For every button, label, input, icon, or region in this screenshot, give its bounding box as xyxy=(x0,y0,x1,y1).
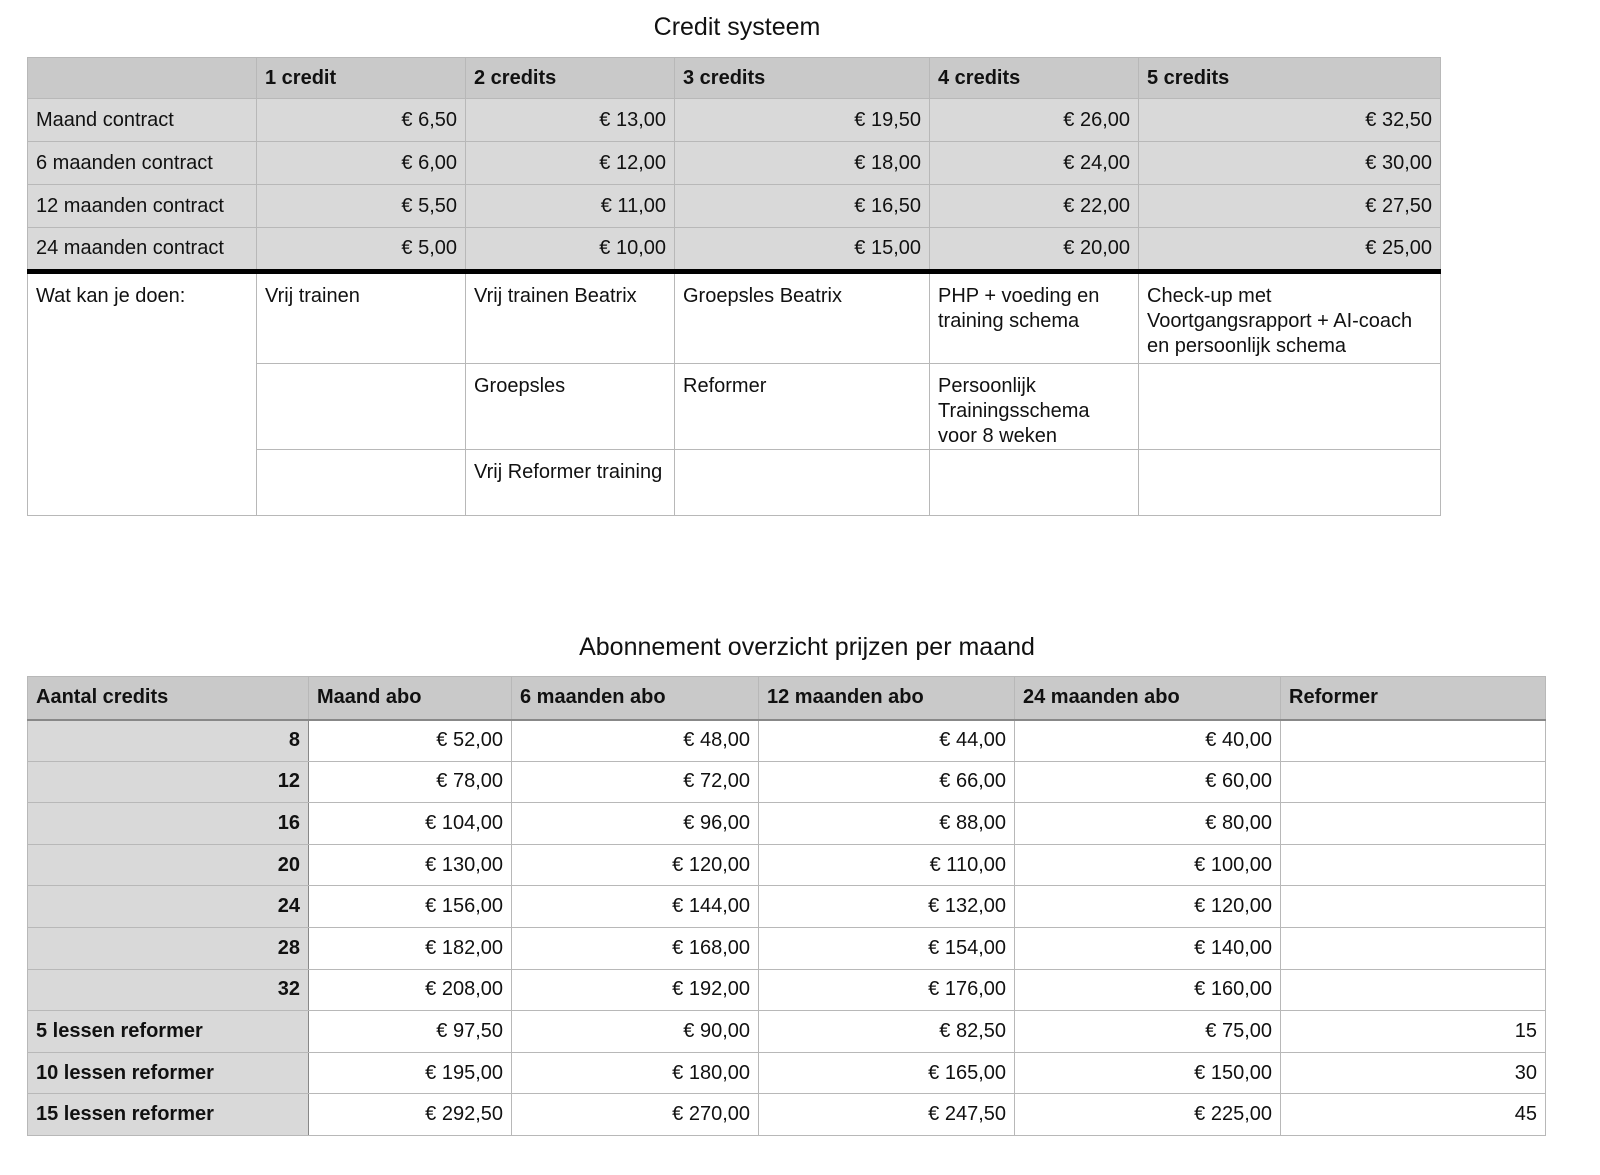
price-cell: € 52,00 xyxy=(309,720,512,762)
subscription-header-cell: 12 maanden abo xyxy=(759,677,1015,720)
price-cell: € 110,00 xyxy=(759,844,1015,886)
subscription-table xyxy=(27,676,1546,1136)
reformer-cell xyxy=(1281,886,1546,928)
reformer-cell xyxy=(1281,720,1546,762)
price-cell: € 176,00 xyxy=(759,969,1015,1011)
price-cell: € 6,50 xyxy=(257,99,466,142)
credits-label: 12 xyxy=(28,761,309,803)
price-cell: € 18,00 xyxy=(675,142,930,185)
price-cell: € 96,00 xyxy=(512,803,759,845)
price-cell: € 97,50 xyxy=(309,1011,512,1053)
subscription-header-cell: Maand abo xyxy=(309,677,512,720)
activity-cell: PHP + voeding en training schema xyxy=(930,272,1139,364)
subscription-header-cell: Reformer xyxy=(1281,677,1546,720)
price-cell: € 270,00 xyxy=(512,1094,759,1136)
price-cell: € 140,00 xyxy=(1015,927,1281,969)
price-cell: € 15,00 xyxy=(675,228,930,272)
price-cell: € 156,00 xyxy=(309,886,512,928)
activity-cell xyxy=(930,450,1139,516)
subscription-row xyxy=(28,1011,1546,1053)
price-cell: € 13,00 xyxy=(466,99,675,142)
activity-cell: Reformer xyxy=(675,364,930,450)
subscription-header-row xyxy=(28,677,1546,720)
price-cell: € 104,00 xyxy=(309,803,512,845)
price-cell: € 44,00 xyxy=(759,720,1015,762)
credits-label: 28 xyxy=(28,927,309,969)
credit-header-cell: 5 credits xyxy=(1139,58,1441,99)
price-cell: € 24,00 xyxy=(930,142,1139,185)
activity-cell: Persoonlijk Trainingsschema voor 8 weken xyxy=(930,364,1139,450)
price-cell: € 75,00 xyxy=(1015,1011,1281,1053)
activity-cell: Vrij trainen xyxy=(257,272,466,364)
price-cell: € 12,00 xyxy=(466,142,675,185)
reformer-cell xyxy=(1281,803,1546,845)
activity-cell xyxy=(257,364,466,450)
subscription-row xyxy=(28,1094,1546,1136)
price-cell: € 150,00 xyxy=(1015,1052,1281,1094)
price-cell: € 16,50 xyxy=(675,185,930,228)
subscription-row xyxy=(28,844,1546,886)
activity-cell: Check-up met Voortgangsrapport + AI-coach en persoonlijk schema xyxy=(1139,272,1441,364)
subscription-table-title: Abonnement overzicht prijzen per maand xyxy=(579,633,1035,661)
price-cell: € 26,00 xyxy=(930,99,1139,142)
credit-table-title: Credit systeem xyxy=(653,13,821,41)
reformer-cell: 45 xyxy=(1281,1094,1546,1136)
credit-table-row xyxy=(28,99,1441,142)
price-cell: € 10,00 xyxy=(466,228,675,272)
activity-cell: Vrij Reformer training xyxy=(466,450,675,516)
credit-table-header-row xyxy=(28,58,1441,99)
subscription-row xyxy=(28,927,1546,969)
price-cell: € 90,00 xyxy=(512,1011,759,1053)
reformer-cell xyxy=(1281,927,1546,969)
activity-cell xyxy=(1139,364,1441,450)
credit-header-cell xyxy=(28,58,257,99)
activity-cell: Vrij trainen Beatrix xyxy=(466,272,675,364)
subscription-row xyxy=(28,803,1546,845)
reformer-cell xyxy=(1281,761,1546,803)
price-cell: € 165,00 xyxy=(759,1052,1015,1094)
subscription-row xyxy=(28,720,1546,762)
price-cell: € 120,00 xyxy=(1015,886,1281,928)
price-cell: € 132,00 xyxy=(759,886,1015,928)
price-cell: € 225,00 xyxy=(1015,1094,1281,1136)
reformer-cell: 30 xyxy=(1281,1052,1546,1094)
credit-header-cell: 4 credits xyxy=(930,58,1139,99)
reformer-cell xyxy=(1281,844,1546,886)
credits-label: 32 xyxy=(28,969,309,1011)
price-cell: € 66,00 xyxy=(759,761,1015,803)
price-cell: € 120,00 xyxy=(512,844,759,886)
price-cell: € 144,00 xyxy=(512,886,759,928)
price-cell: € 180,00 xyxy=(512,1052,759,1094)
subscription-row xyxy=(28,1052,1546,1094)
price-cell: € 168,00 xyxy=(512,927,759,969)
subscription-row xyxy=(28,969,1546,1011)
activities-label: Wat kan je doen: xyxy=(28,272,257,516)
contract-label: 24 maanden contract xyxy=(28,228,257,272)
price-cell: € 195,00 xyxy=(309,1052,512,1094)
price-cell: € 292,50 xyxy=(309,1094,512,1136)
subscription-row xyxy=(28,761,1546,803)
price-cell: € 27,50 xyxy=(1139,185,1441,228)
credit-table xyxy=(27,57,1441,516)
subscription-row xyxy=(28,886,1546,928)
contract-label: 6 maanden contract xyxy=(28,142,257,185)
price-cell: € 20,00 xyxy=(930,228,1139,272)
price-cell: € 60,00 xyxy=(1015,761,1281,803)
price-cell: € 160,00 xyxy=(1015,969,1281,1011)
credits-label: 16 xyxy=(28,803,309,845)
reformer-lessons-label: 15 lessen reformer xyxy=(28,1094,309,1136)
price-cell: € 48,00 xyxy=(512,720,759,762)
price-cell: € 40,00 xyxy=(1015,720,1281,762)
credit-table-row xyxy=(28,185,1441,228)
price-cell: € 208,00 xyxy=(309,969,512,1011)
price-cell: € 19,50 xyxy=(675,99,930,142)
credit-header-cell: 2 credits xyxy=(466,58,675,99)
price-cell: € 82,50 xyxy=(759,1011,1015,1053)
credit-table-row xyxy=(28,228,1441,272)
activity-cell xyxy=(675,450,930,516)
price-cell: € 5,50 xyxy=(257,185,466,228)
credits-label: 20 xyxy=(28,844,309,886)
price-cell: € 154,00 xyxy=(759,927,1015,969)
contract-label: Maand contract xyxy=(28,99,257,142)
price-cell: € 25,00 xyxy=(1139,228,1441,272)
price-cell: € 5,00 xyxy=(257,228,466,272)
activity-cell: Groepsles xyxy=(466,364,675,450)
reformer-cell: 15 xyxy=(1281,1011,1546,1053)
activities-row xyxy=(28,272,1441,364)
price-cell: € 6,00 xyxy=(257,142,466,185)
subscription-header-cell: Aantal credits xyxy=(28,677,309,720)
price-cell: € 78,00 xyxy=(309,761,512,803)
price-cell: € 100,00 xyxy=(1015,844,1281,886)
price-cell: € 32,50 xyxy=(1139,99,1441,142)
reformer-lessons-label: 5 lessen reformer xyxy=(28,1011,309,1053)
price-cell: € 182,00 xyxy=(309,927,512,969)
price-cell: € 192,00 xyxy=(512,969,759,1011)
subscription-header-cell: 24 maanden abo xyxy=(1015,677,1281,720)
credits-label: 8 xyxy=(28,720,309,762)
reformer-cell xyxy=(1281,969,1546,1011)
reformer-lessons-label: 10 lessen reformer xyxy=(28,1052,309,1094)
price-cell: € 22,00 xyxy=(930,185,1139,228)
credit-header-cell: 3 credits xyxy=(675,58,930,99)
activity-cell xyxy=(1139,450,1441,516)
price-cell: € 80,00 xyxy=(1015,803,1281,845)
activity-cell xyxy=(257,450,466,516)
credit-header-cell: 1 credit xyxy=(257,58,466,99)
price-cell: € 72,00 xyxy=(512,761,759,803)
credits-label: 24 xyxy=(28,886,309,928)
subscription-header-cell: 6 maanden abo xyxy=(512,677,759,720)
contract-label: 12 maanden contract xyxy=(28,185,257,228)
price-cell: € 11,00 xyxy=(466,185,675,228)
credit-table-row xyxy=(28,142,1441,185)
price-cell: € 88,00 xyxy=(759,803,1015,845)
price-cell: € 247,50 xyxy=(759,1094,1015,1136)
price-cell: € 130,00 xyxy=(309,844,512,886)
activity-cell: Groepsles Beatrix xyxy=(675,272,930,364)
price-cell: € 30,00 xyxy=(1139,142,1441,185)
